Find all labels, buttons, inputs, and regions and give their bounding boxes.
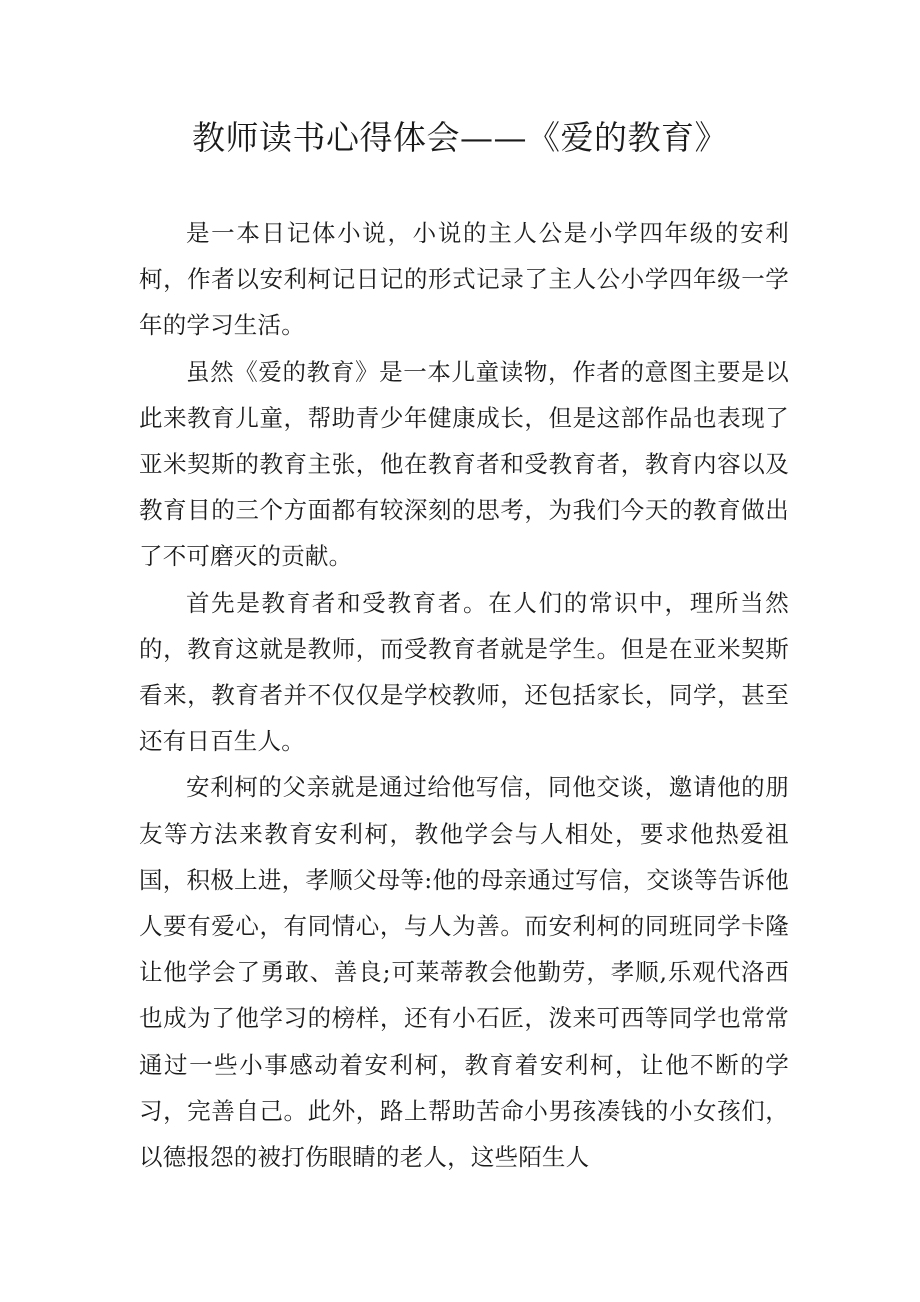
- paragraph-1: 是一本日记体小说，小说的主人公是小学四年级的安利柯，作者以安利柯记日记的形式记录了主人公小学四年级一学年的学习生活。: [139, 219, 789, 340]
- paragraph-2: 虽然《爱的教育》是一本儿童读物，作者的意图主要是以此来教育儿童，帮助青少年健康成长，但是这部作品也表现了亚米契斯的教育主张，他在教育者和受教育者，教育内容以及教育目的三个方面都有较深刻的思考，为我们今天的教育做出了不可磨灭的贡献。: [139, 357, 789, 571]
- document-body: [139, 210, 789, 1180]
- paragraph-4: 安利柯的父亲就是通过给他写信，同他交谈，邀请他的朋友等方法来教育安利柯，教他学会与人相处，要求他热爱祖国，积极上进，孝顺父母等:他的母亲通过写信，交谈等告诉他人要有爱心，有同情心，与人为善。而安利柯的同班同学卡隆让他学会了勇敢、善良;可莱蒂教会他勤劳，孝顺,乐观代洛西也成为了他学习的榜样，还有小石匠，泼来可西等同学也常常通过一些小事感动着安利柯，教育着安利柯，让他不断的学习，完善自己。此外，路上帮助苦命小男孩凑钱的小女孩们，以德报怨的被打伤眼睛的老人，这些陌生人: [139, 773, 789, 1172]
- document-title: 教师读书心得体会——《爱的教育》: [192, 118, 728, 157]
- paragraph-3: 首先是教育者和受教育者。在人们的常识中，理所当然的，教育这就是教师，而受教育者就是学生。但是在亚米契斯看来，教育者并不仅仅是学校教师，还包括家长，同学，甚至还有日百生人。: [139, 588, 789, 756]
